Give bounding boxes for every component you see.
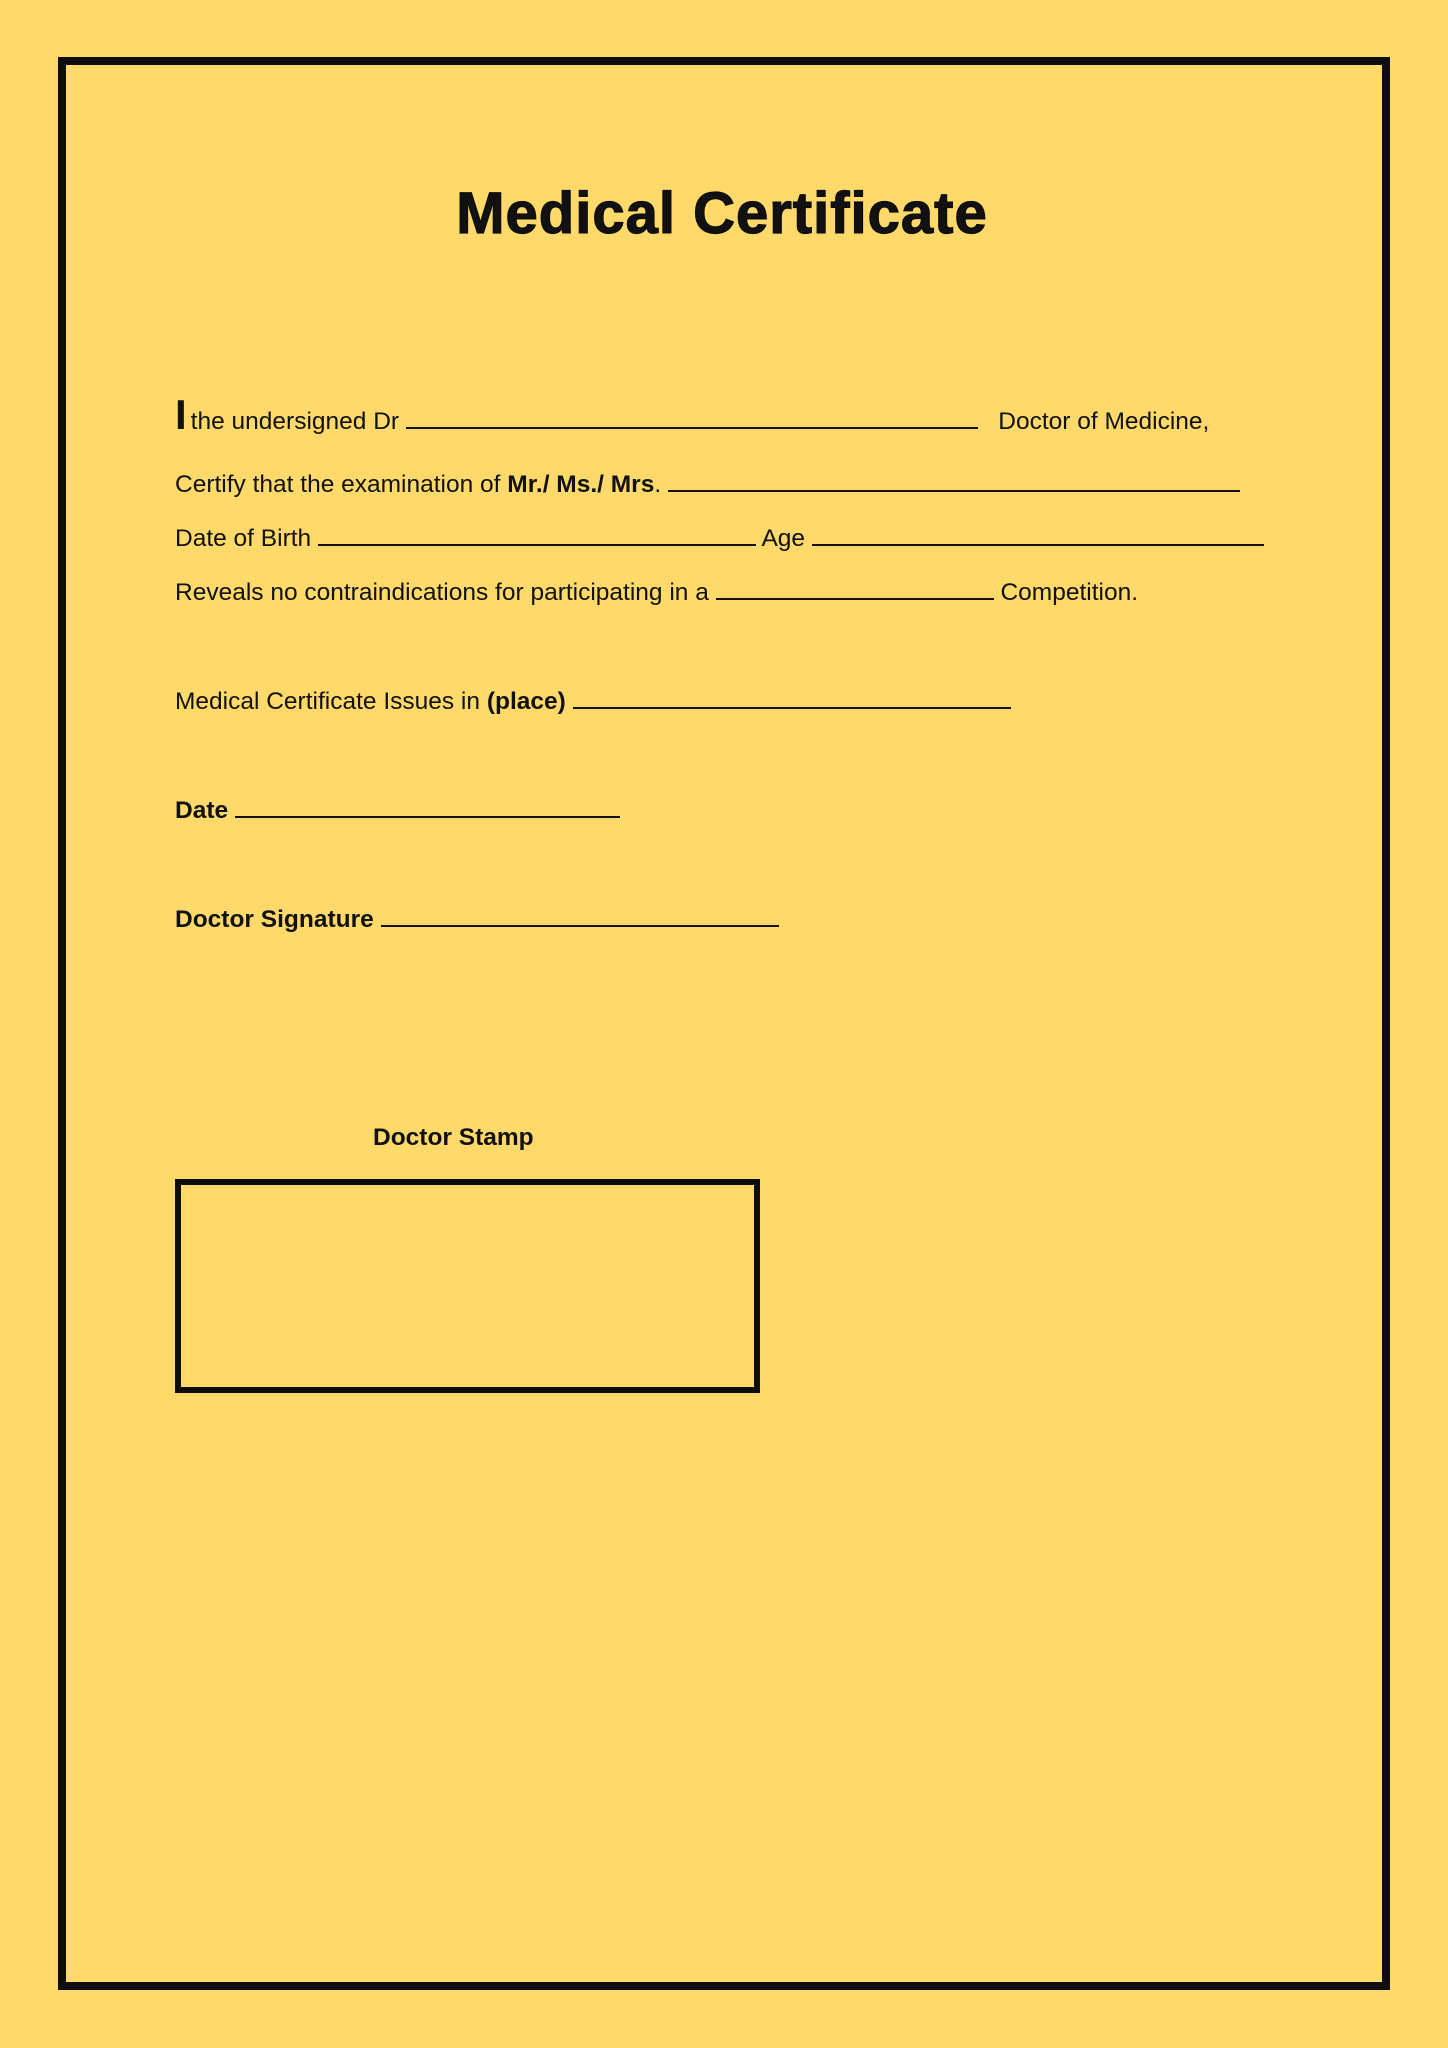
certify-text: Certify that the examination of — [175, 471, 501, 498]
date-line — [175, 794, 620, 824]
dob-field[interactable] — [318, 522, 756, 546]
title-period: . — [654, 471, 662, 498]
stamp-box[interactable] — [175, 1179, 760, 1393]
date-label: Date — [175, 797, 229, 824]
signature-label: Doctor Signature — [175, 906, 374, 933]
doctor-name-field[interactable] — [406, 405, 978, 429]
undersigned-text: the undersigned Dr — [190, 408, 400, 435]
certificate-border — [58, 57, 1390, 1990]
place-line — [175, 685, 1011, 715]
signature-line — [175, 903, 779, 933]
dob-label: Date of Birth — [175, 525, 312, 552]
competition-field[interactable] — [716, 576, 994, 600]
age-field[interactable] — [812, 522, 1264, 546]
patient-name-field[interactable] — [668, 468, 1240, 492]
doctor-name-line — [175, 391, 1210, 438]
signature-field[interactable] — [381, 903, 779, 927]
doctor-of-medicine-text: Doctor of Medicine, — [998, 408, 1210, 435]
certificate-title: Medical Certificate — [456, 181, 988, 246]
dob-age-line — [175, 522, 1264, 552]
dropcap-letter: I — [175, 391, 187, 438]
issued-in-text: Medical Certificate Issues in — [175, 688, 481, 715]
stamp-label: Doctor Stamp — [373, 1124, 534, 1151]
patient-name-line — [175, 468, 1240, 498]
competition-line — [175, 576, 1138, 606]
contraindications-text: Reveals no contraindications for participating in a — [175, 579, 709, 606]
place-label: (place) — [486, 688, 566, 715]
age-label: Age — [761, 525, 806, 552]
title-options-text: Mr./ Ms./ Mrs — [507, 471, 655, 498]
date-field[interactable] — [235, 794, 620, 818]
place-field[interactable] — [573, 685, 1011, 709]
competition-text: Competition. — [1000, 579, 1139, 606]
